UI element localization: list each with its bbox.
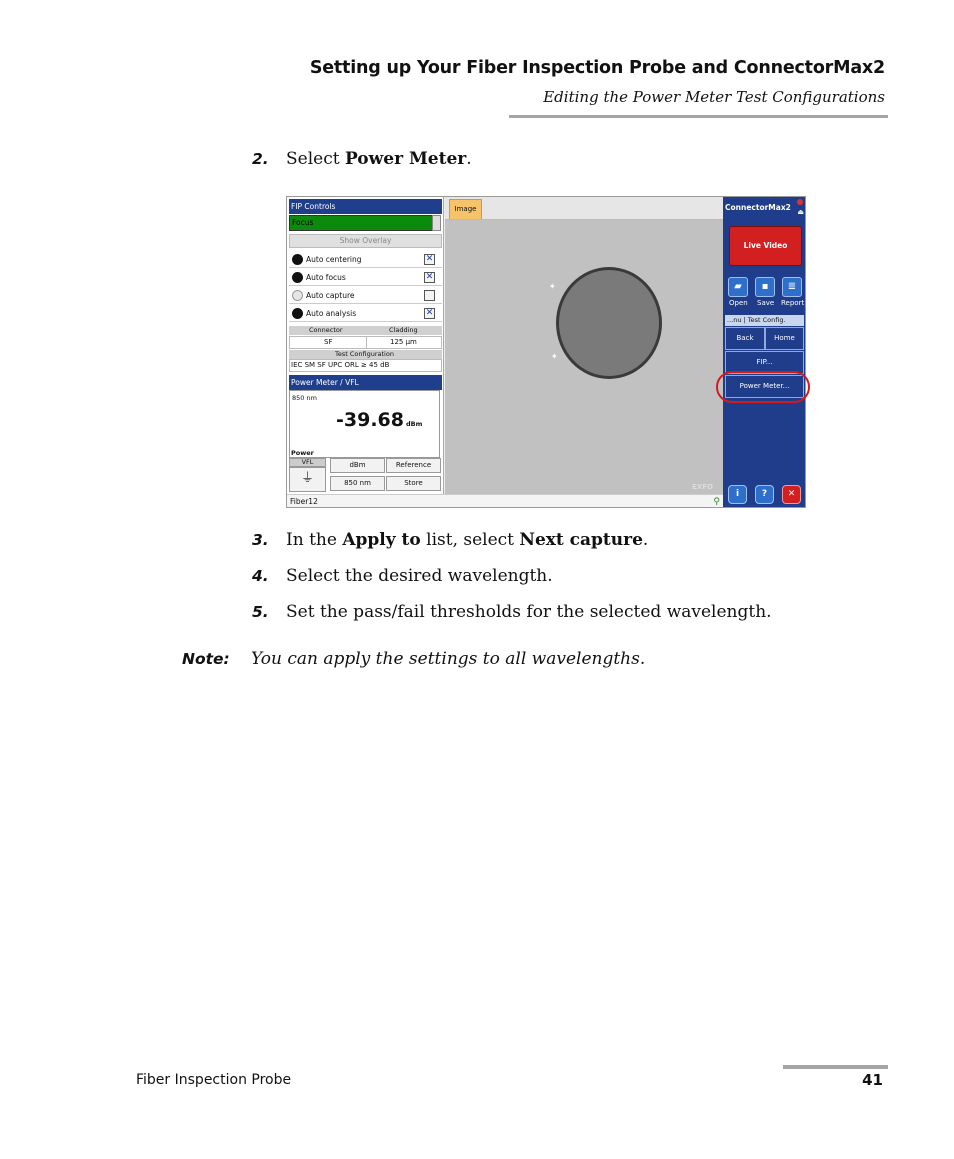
test-config-header-row [289, 350, 442, 359]
focus-bar-end [432, 215, 441, 231]
checkbox-checked-icon[interactable]: ✕ [425, 308, 434, 318]
cladding-header: Cladding [389, 326, 418, 334]
option-auto-analysis[interactable] [289, 305, 442, 322]
status-led-icon [292, 254, 303, 265]
checkbox-unchecked-icon[interactable] [424, 290, 435, 301]
status-led-icon [292, 290, 303, 301]
option-label: Auto capture [306, 291, 355, 300]
back-button[interactable]: Back [725, 327, 765, 350]
connector-value-row[interactable] [289, 336, 442, 349]
highlight-circle [716, 371, 810, 403]
fip-controls-title: FIP Controls [289, 199, 442, 214]
header-title: Setting up Your Fiber Inspection Probe and ConnectorMax2 [309, 58, 885, 78]
fip-menu-button[interactable]: FIP... [725, 351, 804, 374]
step-text: Select the desired wavelength. [286, 566, 553, 586]
open-label: Open [729, 299, 748, 307]
step-number: 2. [252, 150, 269, 168]
step-text: Set the pass/fail thresholds for the selected wavelength. [286, 602, 772, 622]
right-menu-panel [723, 197, 806, 508]
power-label: Power [291, 449, 314, 457]
debris-mark: ✦ [549, 282, 556, 291]
option-auto-centering[interactable] [289, 251, 442, 268]
exit-icon[interactable]: ✕ [782, 485, 801, 504]
test-config-value[interactable]: IEC SM SF UPC ORL ≥ 45 dB [289, 359, 442, 372]
wavelength-label: 850 nm [292, 394, 317, 402]
step-number: 4. [252, 567, 269, 585]
app-title: ConnectorMax2 [725, 203, 791, 212]
power-reading: -39.68 [336, 409, 404, 431]
step-number: 5. [252, 603, 269, 621]
connector-header: Connector [309, 326, 343, 334]
note-text: You can apply the settings to all wavelengths. [251, 649, 646, 669]
footer-rule [783, 1065, 888, 1069]
usb-icon: ⏏ [797, 208, 804, 216]
footer-title: Fiber Inspection Probe [136, 1072, 292, 1088]
save-disk-icon[interactable]: ▪ [755, 277, 775, 297]
reference-button[interactable]: Reference [386, 458, 441, 473]
header-rule [509, 115, 888, 118]
status-led-icon [292, 308, 303, 319]
option-auto-focus[interactable] [289, 269, 442, 286]
test-config-header: Test Configuration [335, 350, 394, 358]
power-meter-menu-button[interactable]: Power Meter... [725, 375, 804, 398]
breadcrumb: ...nu | Test Config. [725, 315, 804, 326]
cladding-value: 125 µm [390, 338, 417, 346]
vfl-laser-icon[interactable]: ⏚ [289, 467, 326, 492]
power-reading-box [289, 390, 440, 458]
show-overlay-button[interactable]: Show Overlay [289, 234, 442, 248]
probe-status-icon: ⚲ [713, 497, 720, 507]
power-unit: dBm [406, 420, 423, 428]
page-number: 41 [862, 1071, 883, 1089]
store-button[interactable]: Store [386, 476, 441, 491]
report-label: Report [781, 299, 805, 307]
home-button[interactable]: Home [765, 327, 804, 350]
note-label: Note: [182, 650, 230, 668]
exfo-watermark: EXFO [692, 483, 713, 491]
fiber-image [445, 220, 723, 494]
debris-mark: ✦ [551, 352, 558, 361]
wavelength-button[interactable]: 850 nm [330, 476, 385, 491]
fip-controls-panel [287, 197, 444, 508]
close-dot-icon[interactable] [797, 199, 803, 205]
info-icon[interactable]: i [728, 485, 747, 504]
status-text: Fiber12 [290, 497, 318, 506]
unit-dbm-button[interactable]: dBm [330, 458, 385, 473]
status-bar [287, 494, 723, 508]
vfl-label: VFL [289, 458, 326, 467]
focus-bar[interactable]: Focus [289, 215, 435, 231]
step-text: In the Apply to list, select Next capture. [286, 530, 649, 550]
option-label: Auto analysis [306, 309, 357, 318]
open-folder-icon[interactable]: ▰ [728, 277, 748, 297]
option-label: Auto focus [306, 273, 346, 282]
header-subtitle: Editing the Power Meter Test Configurations [543, 88, 885, 106]
divider [366, 337, 367, 348]
app-screenshot [286, 196, 806, 508]
report-icon[interactable]: ≣ [782, 277, 802, 297]
power-meter-title: Power Meter / VFL [289, 375, 442, 390]
tab-image[interactable]: Image [449, 199, 482, 219]
fiber-core [556, 267, 662, 379]
live-video-button[interactable]: Live Video [729, 226, 802, 266]
option-auto-capture[interactable] [289, 287, 442, 304]
connector-header-row [289, 326, 442, 335]
checkbox-checked-icon[interactable]: ✕ [425, 272, 434, 282]
option-label: Auto centering [306, 255, 362, 264]
help-icon[interactable]: ? [755, 485, 774, 504]
image-tab-bar [445, 197, 723, 220]
step-number: 3. [252, 531, 269, 549]
step-text: Select Power Meter. [286, 149, 472, 169]
save-label: Save [757, 299, 775, 307]
connector-value: SF [324, 338, 333, 346]
status-led-icon [292, 272, 303, 283]
checkbox-checked-icon[interactable]: ✕ [425, 254, 434, 264]
